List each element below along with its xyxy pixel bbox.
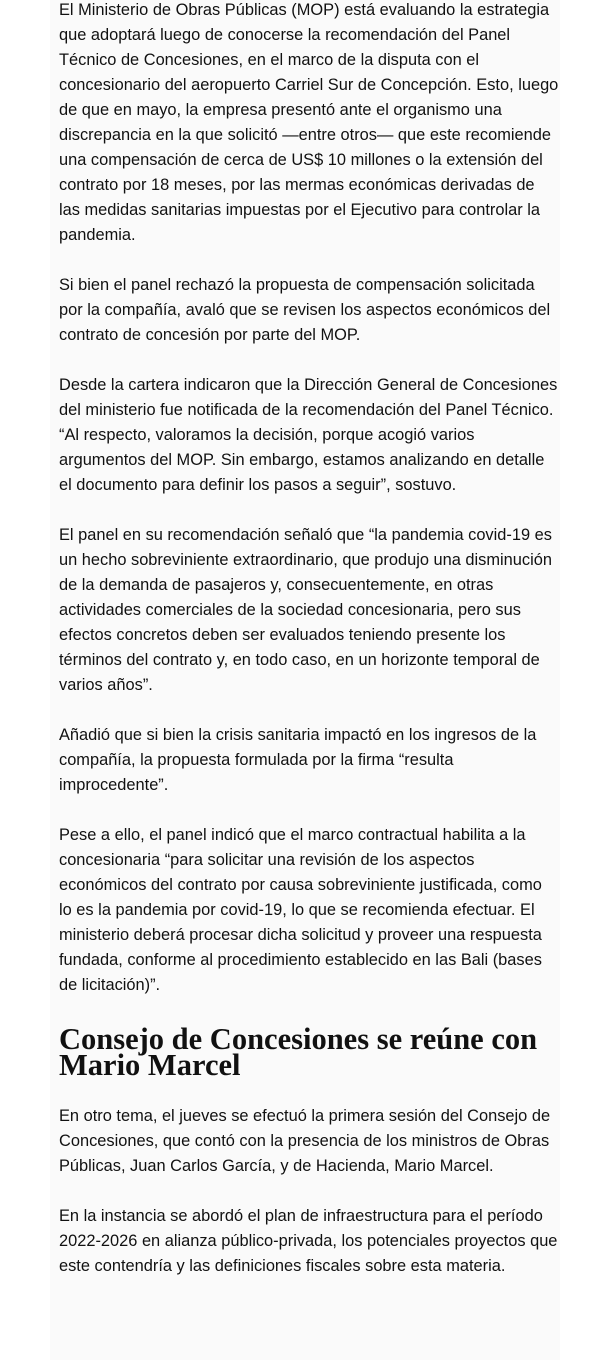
- paragraph: El panel en su recomendación señaló que “la pandemia covid-19 es un hecho sobreviniente extraordinario, que produjo una disminución de la demanda de pasajeros y, consecuentemente, en otras actividades comerciales de la sociedad concesionaria, pero sus efectos concretos deben ser evaluados teniendo presente los términos del contrato y, en todo caso, en un horizonte temporal de varios años”.: [59, 526, 552, 694]
- paragraph: Desde la cartera indicaron que la Dirección General de Concesiones del ministerio fue notificada de la recomendación del Panel Técnico. “Al respecto, valoramos la decisión, porque acogió varios argumentos del MOP. Sin embargo, estamos analizando en detalle el documento para definir los pasos a seguir”, sostuvo.: [59, 376, 558, 494]
- paragraph: Si bien el panel rechazó la propuesta de compensación solicitada por la compañía, avaló que se revisen los aspectos económicos del contrato de concesión por parte del MOP.: [59, 276, 551, 344]
- paragraph: Pese a ello, el panel indicó que el marco contractual habilita a la concesionaria “para solicitar una revisión de los aspectos económicos del contrato por causa sobreviniente justificada, como lo es la pandemia por covid-19, lo que se recomienda efectuar. El ministerio deberá procesar dicha solicitud y proveer una respuesta fundada, conforme al procedimiento establecido en las Bali (bases de licitación)”.: [59, 826, 542, 994]
- paragraph: Añadió que si bien la crisis sanitaria impactó en los ingresos de la compañía, la propuesta formulada por la firma “resulta improcedente”.: [59, 726, 537, 794]
- article-body: [50, 0, 560, 1360]
- paragraph: En la instancia se abordó el plan de infraestructura para el período 2022-2026 en alianza público-privada, los potenciales proyectos que este contendría y las definiciones fiscales sobre esta materia.: [59, 1207, 558, 1275]
- section-heading: Consejo de Concesiones se reúne con Mario Marcel: [59, 1022, 538, 1082]
- paragraph: En otro tema, el jueves se efectuó la primera sesión del Consejo de Concesiones, que contó con la presencia de los ministros de Obras Públicas, Juan Carlos García, y de Hacienda, Mario Marcel.: [59, 1107, 551, 1175]
- paragraph: El Ministerio de Obras Públicas (MOP) está evaluando la estrategia que adoptará luego de conocerse la recomendación del Panel Técnico de Concesiones, en el marco de la disputa con el concesionario del aeropuerto Carriel Sur de Concepción. Esto, luego de que en mayo, la empresa presentó ante el organismo una discrepancia en la que solicitó —entre otros— que este recomiende una compensación de cerca de US$ 10 millones o la extensión del contrato por 18 meses, por las mermas económicas derivadas de las medidas sanitarias impuestas por el Ejecutivo para controlar la pandemia.: [59, 1, 559, 244]
